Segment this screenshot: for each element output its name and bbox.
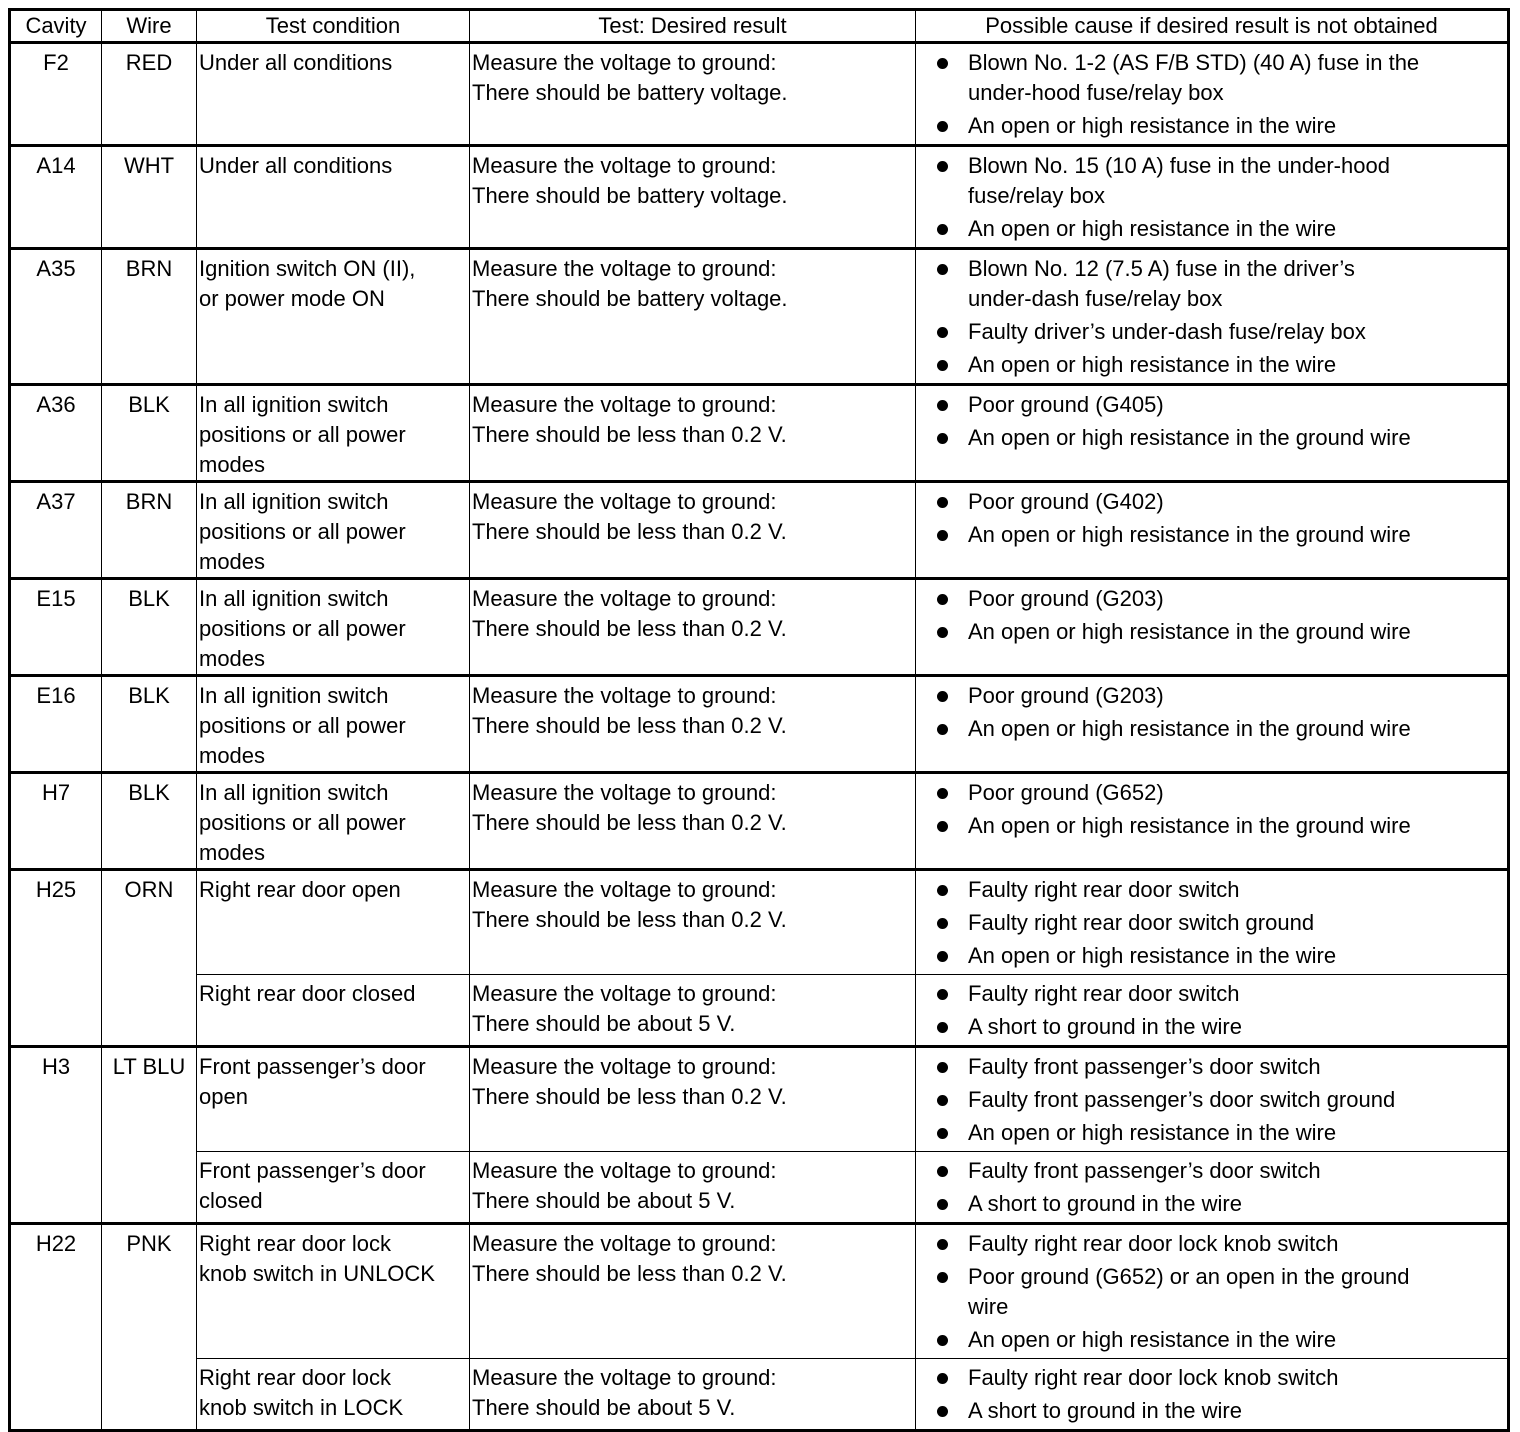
table-row [10, 1047, 1509, 1152]
cause-item [926, 1085, 1505, 1115]
possible-cause-cell [916, 676, 1509, 773]
test-condition-cell [197, 1359, 470, 1431]
cause-text: under-dash fuse/relay box [968, 286, 1223, 311]
cause-list [926, 875, 1505, 971]
cause-text: Blown No. 15 (10 A) fuse in the under-hood [968, 153, 1390, 178]
desired-result-cell [470, 1224, 916, 1359]
test-condition-cell-line: In all ignition switch [199, 489, 389, 514]
cause-text: A short to ground in the wire [968, 1191, 1242, 1216]
cause-list [926, 390, 1505, 453]
cause-text: Poor ground (G203) [968, 586, 1164, 611]
test-condition-cell-line: positions or all power [199, 422, 406, 447]
cause-item [926, 390, 1505, 420]
cavity-cell: H25 [10, 870, 102, 1047]
test-condition-cell [197, 579, 470, 676]
cause-list [926, 1156, 1505, 1219]
cavity-cell: H7 [10, 773, 102, 870]
table-row [10, 1224, 1509, 1359]
header-test-condition: Test condition [197, 10, 470, 43]
cause-item [926, 1189, 1505, 1219]
desired-result-cell-line: There should be about 5 V. [472, 1395, 736, 1420]
desired-result-cell [470, 249, 916, 385]
cause-list [926, 1052, 1505, 1148]
test-condition-cell-line: knob switch in LOCK [199, 1395, 404, 1420]
terminal-test-table [8, 8, 1510, 1432]
test-condition-cell-line: Under all conditions [199, 153, 393, 178]
cause-item [926, 151, 1505, 211]
header-wire: Wire [102, 10, 197, 43]
wire-cell: LT BLU [102, 1047, 197, 1224]
cavity-cell: A37 [10, 482, 102, 579]
test-condition-cell [197, 1047, 470, 1152]
table-row [10, 146, 1509, 249]
test-condition-cell-line: Right rear door lock [199, 1231, 391, 1256]
cause-item [926, 979, 1505, 1009]
cause-text: An open or high resistance in the wire [968, 216, 1337, 241]
cause-item [926, 908, 1505, 938]
test-condition-cell [197, 975, 470, 1047]
test-condition-cell-line: knob switch in UNLOCK [199, 1261, 435, 1286]
possible-cause-cell [916, 870, 1509, 975]
test-condition-cell-line: In all ignition switch [199, 780, 389, 805]
cause-text: An open or high resistance in the ground wire [968, 813, 1411, 838]
cause-item [926, 1325, 1505, 1355]
cause-text: An open or high resistance in the wire [968, 1120, 1337, 1145]
test-condition-cell [197, 146, 470, 249]
cause-text: wire [968, 1294, 1009, 1319]
cause-text: Faulty front passenger’s door switch [968, 1158, 1321, 1183]
cause-item [926, 487, 1505, 517]
possible-cause-cell [916, 579, 1509, 676]
desired-result-cell [470, 482, 916, 579]
cavity-cell: H3 [10, 1047, 102, 1224]
cause-item [926, 350, 1505, 380]
table-row [10, 975, 1509, 1047]
desired-result-cell [470, 773, 916, 870]
cause-item [926, 1118, 1505, 1148]
cavity-cell: E16 [10, 676, 102, 773]
cavity-cell: A36 [10, 385, 102, 482]
cause-text: An open or high resistance in the ground wire [968, 619, 1411, 644]
desired-result-cell-line: There should be battery voltage. [472, 183, 788, 208]
cause-text: Poor ground (G402) [968, 489, 1164, 514]
desired-result-cell-line: There should be battery voltage. [472, 286, 788, 311]
cause-text: An open or high resistance in the wire [968, 943, 1337, 968]
possible-cause-cell [916, 43, 1509, 146]
table-row [10, 676, 1509, 773]
wire-cell: BLK [102, 676, 197, 773]
cause-text: An open or high resistance in the wire [968, 1327, 1337, 1352]
cause-list [926, 1363, 1505, 1426]
possible-cause-cell [916, 146, 1509, 249]
table-body [10, 43, 1509, 1431]
cause-list [926, 1229, 1505, 1355]
desired-result-cell-line: There should be about 5 V. [472, 1011, 736, 1036]
test-condition-cell-line: In all ignition switch [199, 392, 389, 417]
test-condition-cell [197, 249, 470, 385]
cause-item [926, 1396, 1505, 1426]
cause-item [926, 254, 1505, 314]
cause-list [926, 48, 1505, 141]
cause-text: Faulty driver’s under-dash fuse/relay box [968, 319, 1366, 344]
test-condition-cell-line: In all ignition switch [199, 683, 389, 708]
desired-result-cell [470, 676, 916, 773]
desired-result-cell-line: Measure the voltage to ground: [472, 683, 777, 708]
cause-text: Faulty right rear door switch [968, 877, 1240, 902]
test-condition-cell-line: modes [199, 646, 266, 671]
test-condition-cell-line: modes [199, 743, 266, 768]
desired-result-cell-line: Measure the voltage to ground: [472, 586, 777, 611]
test-condition-cell-line: Right rear door open [199, 877, 401, 902]
desired-result-cell [470, 146, 916, 249]
cause-list [926, 151, 1505, 244]
table-header [10, 10, 1509, 43]
desired-result-cell-line: Measure the voltage to ground: [472, 489, 777, 514]
cause-text: Blown No. 1-2 (AS F/B STD) (40 A) fuse in the [968, 50, 1420, 75]
cause-text: A short to ground in the wire [968, 1014, 1242, 1039]
test-condition-cell-line: Under all conditions [199, 50, 393, 75]
table-row [10, 1359, 1509, 1431]
table-row [10, 1152, 1509, 1224]
test-condition-cell-line: positions or all power [199, 519, 406, 544]
cause-text: An open or high resistance in the wire [968, 113, 1337, 138]
wire-cell: BRN [102, 482, 197, 579]
desired-result-cell-line: There should be about 5 V. [472, 1188, 736, 1213]
possible-cause-cell [916, 1047, 1509, 1152]
table-row [10, 579, 1509, 676]
cause-item [926, 1012, 1505, 1042]
possible-cause-cell [916, 975, 1509, 1047]
desired-result-cell [470, 975, 916, 1047]
cause-item [926, 584, 1505, 614]
test-condition-cell-line: modes [199, 452, 266, 477]
cavity-cell: A14 [10, 146, 102, 249]
desired-result-cell-line: Measure the voltage to ground: [472, 256, 777, 281]
cause-text: Faulty right rear door lock knob switch [968, 1231, 1339, 1256]
possible-cause-cell [916, 385, 1509, 482]
test-condition-cell-line: Right rear door lock [199, 1365, 391, 1390]
desired-result-cell [470, 1359, 916, 1431]
cause-text: Faulty right rear door switch [968, 981, 1240, 1006]
cause-item [926, 714, 1505, 744]
cause-item [926, 1052, 1505, 1082]
cause-item [926, 423, 1505, 453]
cause-text: Faulty right rear door lock knob switch [968, 1365, 1339, 1390]
wire-cell: ORN [102, 870, 197, 1047]
test-condition-cell [197, 1152, 470, 1224]
cause-item [926, 941, 1505, 971]
desired-result-cell [470, 1152, 916, 1224]
desired-result-cell [470, 385, 916, 482]
cause-item [926, 48, 1505, 108]
desired-result-cell-line: Measure the voltage to ground: [472, 1231, 777, 1256]
test-condition-cell-line: positions or all power [199, 616, 406, 641]
desired-result-cell-line: Measure the voltage to ground: [472, 877, 777, 902]
cavity-cell: E15 [10, 579, 102, 676]
cavity-cell: H22 [10, 1224, 102, 1431]
wire-cell: BLK [102, 579, 197, 676]
cause-item [926, 111, 1505, 141]
wire-cell: PNK [102, 1224, 197, 1431]
test-condition-cell-line: Ignition switch ON (II), [199, 256, 416, 281]
desired-result-cell [470, 1047, 916, 1152]
cause-text: Poor ground (G405) [968, 392, 1164, 417]
cause-item [926, 317, 1505, 347]
test-condition-cell-line: open [199, 1084, 248, 1109]
desired-result-cell-line: Measure the voltage to ground: [472, 981, 777, 1006]
possible-cause-cell [916, 1359, 1509, 1431]
table-row [10, 482, 1509, 579]
wire-cell: BRN [102, 249, 197, 385]
test-condition-cell-line: positions or all power [199, 713, 406, 738]
desired-result-cell-line: There should be less than 0.2 V. [472, 907, 787, 932]
cause-list [926, 487, 1505, 550]
header-desired-result: Test: Desired result [470, 10, 916, 43]
wire-cell: BLK [102, 385, 197, 482]
test-condition-cell [197, 773, 470, 870]
cause-text: Faulty front passenger’s door switch ground [968, 1087, 1396, 1112]
cause-item [926, 811, 1505, 841]
test-condition-cell [197, 870, 470, 975]
table-row [10, 43, 1509, 146]
desired-result-cell-line: There should be less than 0.2 V. [472, 1084, 787, 1109]
test-condition-cell-line: closed [199, 1188, 263, 1213]
cause-text: An open or high resistance in the ground wire [968, 522, 1411, 547]
cause-item [926, 617, 1505, 647]
desired-result-cell-line: Measure the voltage to ground: [472, 1158, 777, 1183]
test-condition-cell-line: In all ignition switch [199, 586, 389, 611]
test-condition-cell [197, 43, 470, 146]
test-condition-cell [197, 482, 470, 579]
cause-item [926, 520, 1505, 550]
test-condition-cell-line: positions or all power [199, 810, 406, 835]
cause-text: Blown No. 12 (7.5 A) fuse in the driver’s [968, 256, 1355, 281]
test-condition-cell [197, 385, 470, 482]
desired-result-cell-line: Measure the voltage to ground: [472, 1365, 777, 1390]
test-condition-cell [197, 676, 470, 773]
cause-list [926, 778, 1505, 841]
desired-result-cell [470, 870, 916, 975]
wire-cell: BLK [102, 773, 197, 870]
wire-cell: WHT [102, 146, 197, 249]
cause-text: A short to ground in the wire [968, 1398, 1242, 1423]
desired-result-cell-line: Measure the voltage to ground: [472, 1054, 777, 1079]
possible-cause-cell [916, 249, 1509, 385]
desired-result-cell-line: There should be less than 0.2 V. [472, 1261, 787, 1286]
desired-result-cell [470, 43, 916, 146]
cause-item [926, 1363, 1505, 1393]
cause-item [926, 1262, 1505, 1322]
table-row [10, 773, 1509, 870]
cavity-cell: F2 [10, 43, 102, 146]
cause-text: An open or high resistance in the ground wire [968, 425, 1411, 450]
cause-text: fuse/relay box [968, 183, 1105, 208]
test-condition-cell-line: or power mode ON [199, 286, 385, 311]
cause-item [926, 778, 1505, 808]
possible-cause-cell [916, 482, 1509, 579]
header-possible-cause: Possible cause if desired result is not obtained [916, 10, 1509, 43]
desired-result-cell-line: Measure the voltage to ground: [472, 153, 777, 178]
desired-result-cell-line: There should be less than 0.2 V. [472, 713, 787, 738]
header-cavity: Cavity [10, 10, 102, 43]
possible-cause-cell [916, 773, 1509, 870]
test-condition-cell [197, 1224, 470, 1359]
cause-item [926, 1229, 1505, 1259]
table-row [10, 249, 1509, 385]
cause-text: An open or high resistance in the wire [968, 352, 1337, 377]
header-row [10, 10, 1509, 43]
cause-text: Faulty right rear door switch ground [968, 910, 1315, 935]
table-row [10, 385, 1509, 482]
cause-text: Poor ground (G652) [968, 780, 1164, 805]
cause-list [926, 584, 1505, 647]
test-condition-cell-line: modes [199, 840, 266, 865]
desired-result-cell-line: There should be less than 0.2 V. [472, 519, 787, 544]
desired-result-cell [470, 579, 916, 676]
cause-item [926, 875, 1505, 905]
possible-cause-cell [916, 1224, 1509, 1359]
wire-cell: RED [102, 43, 197, 146]
desired-result-cell-line: There should be battery voltage. [472, 80, 788, 105]
table-row [10, 870, 1509, 975]
cause-text: Faulty front passenger’s door switch [968, 1054, 1321, 1079]
cause-item [926, 681, 1505, 711]
cause-list [926, 681, 1505, 744]
desired-result-cell-line: There should be less than 0.2 V. [472, 422, 787, 447]
cause-item [926, 1156, 1505, 1186]
cause-text: under-hood fuse/relay box [968, 80, 1224, 105]
test-condition-cell-line: Front passenger’s door [199, 1054, 426, 1079]
cause-item [926, 214, 1505, 244]
desired-result-cell-line: Measure the voltage to ground: [472, 392, 777, 417]
possible-cause-cell [916, 1152, 1509, 1224]
test-condition-cell-line: Right rear door closed [199, 981, 416, 1006]
cause-text: An open or high resistance in the ground wire [968, 716, 1411, 741]
cause-list [926, 254, 1505, 380]
desired-result-cell-line: Measure the voltage to ground: [472, 780, 777, 805]
desired-result-cell-line: There should be less than 0.2 V. [472, 616, 787, 641]
cause-list [926, 979, 1505, 1042]
cavity-cell: A35 [10, 249, 102, 385]
test-condition-cell-line: Front passenger’s door [199, 1158, 426, 1183]
cause-text: Poor ground (G652) or an open in the ground [968, 1264, 1410, 1289]
desired-result-cell-line: Measure the voltage to ground: [472, 50, 777, 75]
cause-text: Poor ground (G203) [968, 683, 1164, 708]
test-condition-cell-line: modes [199, 549, 266, 574]
desired-result-cell-line: There should be less than 0.2 V. [472, 810, 787, 835]
